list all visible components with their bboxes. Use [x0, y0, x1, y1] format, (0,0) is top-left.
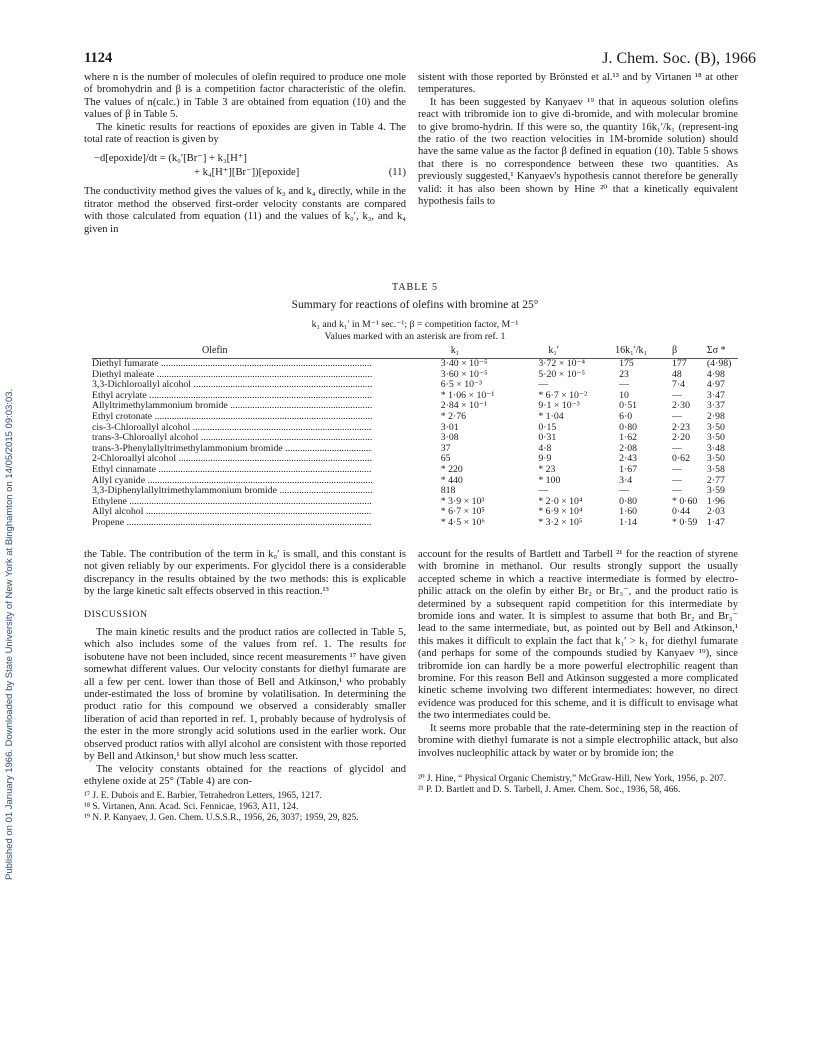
olefin-name: cis-3-Chloroallyl alcohol ..... — [92, 423, 372, 434]
olefin-name: Propene ..... — [92, 518, 372, 529]
sigma-cell: 3·50 — [706, 421, 725, 433]
ratio-cell: 1·14 — [619, 516, 638, 528]
ratio-cell: 175 — [619, 358, 634, 369]
beta-cell: 7·4 — [672, 379, 686, 391]
k1prime-cell: * 2·0 × 10⁴ — [538, 495, 583, 507]
table-row — [92, 454, 738, 465]
beta-cell: 0·44 — [672, 506, 690, 518]
equation-number: (11) — [388, 167, 406, 179]
sigma-cell: 3·47 — [706, 389, 725, 401]
table-note: Values marked with an asterisk are from ref. 1 — [324, 330, 506, 342]
column-header: β — [658, 344, 707, 359]
k1prime-cell: * 23 — [538, 463, 556, 475]
beta-cell: — — [672, 463, 682, 475]
olefin-cell — [92, 518, 423, 529]
olefin-name: Ethyl acrylate ..... — [92, 391, 372, 402]
k1prime-cell: 4·8 — [538, 442, 552, 454]
olefin-cell — [92, 380, 423, 391]
sigma-cell: (4·98) — [706, 358, 732, 369]
olefin-cell — [92, 359, 423, 370]
olefin-cell — [92, 423, 423, 434]
k1prime-cell: * 100 — [538, 474, 561, 486]
k1-cell: 818 — [440, 485, 456, 497]
beta-cell: — — [672, 485, 682, 497]
olefin-name: 2-Chloroallyl alcohol ..... — [92, 454, 372, 465]
sigma-cell: 3·37 — [706, 400, 725, 412]
paragraph: The main kinetic results and the product ratios are collected in Table 5, which also includes some of the values from ref. 1. The results for isobutene have not been included, since recent measurements ¹⁷ have given somewhat different values. Our velocity constants for diethyl fumarate are all a few per cent. lower than those of Bell and Atkinson,¹ who probably under-estimated the loss of bromine by volatilisation. In determining the product ratio for this compound we observed a considerably smaller liberation of acid than reported in ref. 1, probably because of hydrolysis of the ester in the more strongly acid solutions used in the earlier work. Our observed product ratios with allyl alcohol are consistent with those reported by Bell and Atkinson,¹ but show much less scatter. — [84, 627, 406, 763]
k1prime-cell: 9·9 — [538, 453, 552, 465]
ratio-cell: — — [619, 485, 629, 497]
paragraph: account for the results of Bartlett and Tarbell ²¹ for the reaction of styrene with bromine in methanol. Our results strongly support the usually accepted scheme in which a reactive intermediate is formed by electro-philic attack on the olefin by either Br₂ or Br₃⁻, and the product ratio is determined by a subsequent rapid competition for this intermediate by bromide ions and water. It is simplest to assume that both Br₂ and Br₃⁻ lead to the same intermediate, but, as pointed out by Bell and Atkinson,¹ this makes it difficult to explain the fact that k₁′ > k₁ for diethyl fumarate (and perhaps for some of the compounds studied by Kanyaev ¹⁹), since tribromide ion can hardly be a more powerful electrophilic reagent than bromine. For this reason Bell and Atkinson suggested a more complicated kinetic scheme involving two different intermediates: however, no direct evidence was produced for this scheme, and it is difficult to envisage what the two intermediates could be. — [418, 549, 738, 722]
k1-cell: 2·84 × 10⁻¹ — [440, 400, 488, 412]
ratio-cell: 1·67 — [619, 463, 638, 475]
sigma-cell: 3·50 — [706, 432, 725, 444]
paragraph: where n is the number of molecules of olefin required to produce one mole of bromohydrin and β is a competition factor characteristic of the olefin. The values of n(calc.) in Table 3 are obtained from equation (10) and the values of β in Table 5. — [84, 72, 406, 121]
olefin-cell — [92, 497, 423, 508]
olefin-cell — [92, 433, 423, 444]
ratio-cell: 10 — [619, 389, 629, 401]
beta-cell: — — [672, 410, 682, 422]
k1-cell: * 220 — [440, 463, 463, 475]
k1prime-cell: 0·31 — [538, 432, 557, 444]
k1-cell: * 1·06 × 10⁻¹ — [440, 389, 495, 401]
footnote: ¹⁹ N. P. Kanyaev, J. Gen. Chem. U.S.S.R., 1956, 26, 3037; 1959, 29, 825. — [84, 813, 359, 824]
k1-cell: 3·60 × 10⁻⁵ — [440, 368, 488, 380]
column-header: 16k₁′/k₁ — [615, 344, 658, 359]
sigma-cell: 4·97 — [706, 379, 725, 391]
footnote: ¹⁸ S. Virtanen, Ann. Acad. Sci. Fennicae, 1963, A11, 124. — [84, 802, 299, 813]
equation-11 — [84, 152, 406, 180]
olefin-name: trans-3-Phenylallyltrimethylammonium bromide ..... — [92, 444, 372, 455]
footnote: ¹⁷ J. E. Dubois and E. Barbier, Tetrahedron Letters, 1965, 1217. — [84, 791, 322, 802]
k1prime-cell: 0·15 — [538, 421, 557, 433]
table-row — [92, 359, 738, 370]
beta-cell: 2·30 — [672, 400, 690, 412]
k1-cell: * 440 — [440, 474, 463, 486]
ratio-cell: 23 — [619, 368, 629, 380]
olefin-cell — [92, 486, 423, 497]
beta-cell: * 0·59 — [672, 516, 698, 528]
k1-cell: 6·5 × 10⁻³ — [440, 379, 483, 391]
olefin-cell — [92, 465, 423, 476]
table-row — [92, 507, 738, 518]
footnote: ²⁰ J. Hine, “ Physical Organic Chemistry,” McGraw-Hill, New York, 1956, p. 207. — [418, 773, 727, 784]
right-column-top — [418, 72, 738, 208]
olefin-name: Diethyl fumarate ..... — [92, 359, 372, 370]
sigma-cell: 1·47 — [706, 516, 725, 528]
paragraph: the Table. The contribution of the term in k₀′ is small, and this constant is not given reliably by our experiments. For glycidol there is a considerable discrepancy in the results obtained by the two methods: this is explicable by the large kinetic salt effects observed in this reaction.¹³ — [84, 549, 406, 598]
paragraph: It seems more probable that the rate-determining step in the reaction of bromine with diethyl fumarate is not a simple electrophilic attack, but also involves nucleophilic attack by water or by bromide ion; the — [418, 722, 738, 759]
ratio-cell: 0·80 — [619, 495, 638, 507]
sigma-cell: 3·59 — [706, 485, 725, 497]
k1-cell: 3·40 × 10⁻⁵ — [440, 358, 488, 369]
table-row — [92, 486, 738, 497]
column-header: k₁′ — [520, 344, 615, 359]
olefin-name: 3,3-Diphenylallyltrimethylammonium bromide ..... — [92, 486, 372, 497]
column-header: Σσ * — [707, 344, 738, 359]
page-number: 1124 — [84, 50, 113, 66]
olefin-cell — [92, 401, 423, 412]
olefin-cell — [92, 507, 423, 518]
beta-cell: — — [672, 389, 682, 401]
beta-cell: 2·20 — [672, 432, 690, 444]
olefin-cell — [92, 391, 423, 402]
footnotes — [418, 774, 738, 796]
k1-cell: 65 — [440, 453, 451, 465]
beta-cell: * 0·60 — [672, 495, 698, 507]
olefin-cell — [92, 370, 423, 381]
left-column-top — [84, 72, 406, 236]
k1-cell: 3·01 — [440, 421, 459, 433]
ratio-cell: 2·08 — [619, 442, 638, 454]
table-note: k₁ and k₁′ in M⁻¹ sec.⁻¹; β = competition factor, M⁻¹ — [311, 319, 519, 330]
table-row — [92, 476, 738, 487]
sigma-cell: 4·98 — [706, 368, 725, 380]
k1-cell: * 4·5 × 10⁶ — [440, 516, 485, 528]
beta-cell: 48 — [672, 368, 682, 380]
k1prime-cell: — — [538, 485, 549, 497]
k1-cell: * 3·9 × 10³ — [440, 495, 485, 507]
k1prime-cell: 5·20 × 10⁻⁵ — [538, 368, 586, 380]
table-header-row — [92, 344, 738, 359]
paragraph: It has been suggested by Kanyaev ¹⁹ that in aqueous solution olefins react with tribromide ion to give di-bromide, and with molecular bromine to give bromo-hydrin. If this were so, the quantity 16k₁′/k₁ (represent-ing the ratio of the two reaction velocities in 1M-bromide solution) should have the same value as the factor β defined in equation (10). Table 5 shows that there is no correspondence between these two quantities. As previously suggested,¹ Kanyaev's hypothesis cannot therefore be generally valid: it has also been shown by Hine ²⁰ that a kinetically equivalent hypothesis fails to — [418, 96, 738, 208]
olefin-name: Allyltrimethylammonium bromide ..... — [92, 401, 372, 412]
table-row — [92, 401, 738, 412]
k1prime-cell: — — [538, 379, 549, 391]
ratio-cell: 2·43 — [619, 453, 638, 465]
olefin-cell — [92, 476, 423, 487]
table-title: Summary for reactions of olefins with bromine at 25° — [291, 299, 539, 311]
olefin-name: 3,3-Dichloroallyl alcohol ..... — [92, 380, 372, 391]
ratio-cell: 1·60 — [619, 506, 638, 518]
footnote: ²¹ P. D. Bartlett and D. S. Tarbell, J. Amer. Chem. Soc., 1936, 58, 466. — [418, 784, 681, 795]
sigma-cell: 2·03 — [706, 506, 725, 518]
journal-header: J. Chem. Soc. (B), 1966 — [602, 50, 756, 67]
paragraph: The conductivity method gives the values of k₃ and k₄ directly, while in the titrator method the observed first-order velocity constants are compared with those calculated from equation (11) and the values of k₀′, k₃, and k₄ given in — [84, 186, 406, 235]
equation-line-2: + k₄[H⁺][Br⁻])[epoxide] — [194, 167, 300, 179]
k1-cell: 37 — [440, 442, 451, 454]
sigma-cell: 3·50 — [706, 453, 725, 465]
table-5 — [92, 282, 738, 529]
olefin-name: Ethylene ..... — [92, 497, 372, 508]
equation-line: −d[epoxide]/dt = (k₀′[Br⁻] + k₃[H⁺] — [94, 153, 247, 165]
ratio-cell: 3·4 — [619, 474, 633, 486]
left-column-bottom — [84, 549, 406, 824]
ratio-cell: 1·62 — [619, 432, 638, 444]
paragraph: The kinetic results for reactions of epoxides are given in Table 4. The total rate of reaction is given by — [84, 121, 406, 146]
beta-cell: — — [672, 474, 682, 486]
ratio-cell: 0·80 — [619, 421, 638, 433]
footnotes — [84, 791, 406, 824]
sigma-cell: 3·48 — [706, 442, 725, 454]
olefin-name: trans-3-Chloroallyl alcohol ..... — [92, 433, 372, 444]
ratio-cell: 0·51 — [619, 400, 638, 412]
data-table — [92, 344, 738, 529]
olefin-name: Ethyl crotonate ..... — [92, 412, 372, 423]
k1prime-cell: * 1·04 — [538, 410, 564, 422]
sigma-cell: 1·96 — [706, 495, 725, 507]
paragraph: sistent with those reported by Brönsted et al.¹³ and by Virtanen ¹⁸ at other temperatures. — [418, 72, 738, 96]
k1-cell: * 2·76 — [440, 410, 467, 422]
olefin-name: Ethyl cinnamate ..... — [92, 465, 372, 476]
section-heading: DISCUSSION — [84, 608, 148, 620]
equation-line — [94, 166, 406, 180]
beta-cell: 177 — [672, 358, 687, 369]
beta-cell: 2·23 — [672, 421, 690, 433]
beta-cell: — — [672, 442, 682, 454]
olefin-name: Allyl alcohol ..... — [92, 507, 372, 518]
k1prime-cell: 9·1 × 10⁻³ — [538, 400, 580, 412]
sigma-cell: 2·98 — [706, 410, 725, 422]
download-watermark: Published on 01 January 1966. Downloaded by State University of New York at Binghamton on 14/05/2015 09:03:03. — [4, 388, 15, 880]
ratio-cell: — — [619, 379, 629, 391]
right-column-bottom — [418, 549, 738, 796]
sigma-cell: 2·77 — [706, 474, 725, 486]
olefin-name: Diethyl maleate ..... — [92, 370, 372, 381]
table-row — [92, 370, 738, 381]
ratio-cell: 6·0 — [619, 410, 633, 422]
column-header: Olefin — [92, 344, 423, 359]
table-row — [92, 423, 738, 434]
k1prime-cell: 3·72 × 10⁻⁴ — [538, 358, 586, 369]
olefin-cell — [92, 444, 423, 455]
k1-cell: 3·08 — [440, 432, 459, 444]
k1prime-cell: * 6·7 × 10⁻² — [538, 389, 588, 401]
table-caption: TABLE 5 — [392, 282, 438, 293]
table-row — [92, 497, 738, 508]
sigma-cell: 3·58 — [706, 463, 725, 475]
k1prime-cell: * 3·2 × 10⁵ — [538, 516, 583, 528]
table-row — [92, 380, 738, 391]
table-row — [92, 444, 738, 455]
table-row — [92, 391, 738, 402]
table-row — [92, 465, 738, 476]
column-header: k₁ — [423, 344, 521, 359]
k1-cell: * 6·7 × 10⁵ — [440, 506, 485, 518]
table-row — [92, 412, 738, 423]
table-row — [92, 433, 738, 444]
olefin-cell — [92, 454, 423, 465]
olefin-name: Allyl cyanide ..... — [92, 476, 372, 487]
paragraph: The velocity constants obtained for the reactions of glycidol and ethylene oxide at 25° (Table 4) are con- — [84, 763, 406, 787]
k1prime-cell: * 6·9 × 10⁴ — [538, 506, 583, 518]
beta-cell: 0·62 — [672, 453, 690, 465]
table-row — [92, 518, 738, 529]
olefin-cell — [92, 412, 423, 423]
